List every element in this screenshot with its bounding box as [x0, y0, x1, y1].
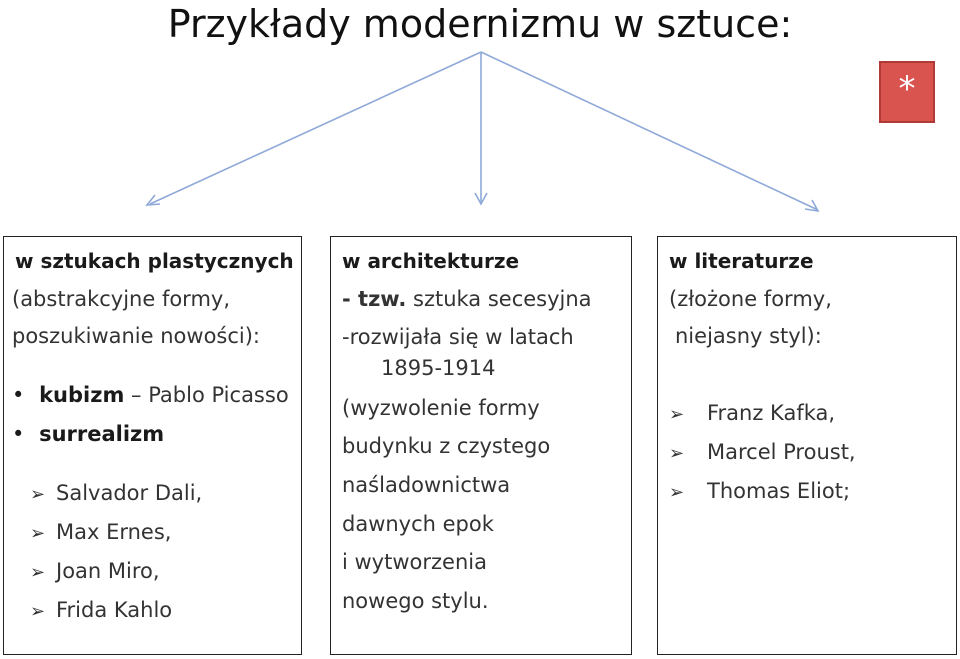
text-line: (wyzwolenie formy: [342, 396, 540, 420]
chevron-right-icon: ➢: [669, 404, 685, 425]
list-item: ➢ Franz Kafka,: [669, 401, 836, 425]
text-line: naśladownictwa: [342, 473, 511, 497]
list-item: ➢ Marcel Proust,: [669, 440, 856, 464]
box-visual-arts: [3, 236, 302, 655]
text-line: budynku z czystego: [342, 434, 551, 458]
box-description: niejasny styl):: [675, 324, 822, 348]
box-description: (abstrakcyjne formy,: [12, 287, 231, 311]
text-line: -rozwijała się w latach: [342, 325, 574, 349]
bullet-dash: –: [124, 383, 149, 407]
connector-arrows: [0, 0, 960, 240]
box-heading: w architekturze: [342, 249, 520, 273]
chevron-right-icon: ➢: [30, 562, 46, 583]
arrow-right: [481, 52, 818, 210]
bullet-term: surrealizm: [39, 422, 165, 446]
bullet-dot-icon: •: [12, 383, 25, 407]
box-architecture: [330, 236, 632, 655]
chevron-right-icon: ➢: [30, 484, 46, 505]
bullet-artist: Pablo Picasso: [148, 383, 289, 407]
box-literature: [657, 236, 957, 655]
bullet-term: kubizm: [39, 383, 125, 407]
box-description: poszukiwanie nowości):: [12, 324, 261, 348]
box-heading: w sztukach plastycznych: [15, 249, 294, 273]
bullet-item: [12, 424, 164, 445]
page-title: Przykłady modernizmu w sztuce:: [167, 2, 793, 46]
star-button[interactable]: *: [879, 61, 935, 123]
text-line: i wytworzenia: [342, 550, 487, 574]
chevron-right-icon: ➢: [30, 601, 46, 622]
list-item: ➢ Joan Miro,: [30, 559, 160, 583]
text-line: nowego stylu.: [342, 589, 489, 613]
chevron-right-icon: ➢: [669, 482, 685, 503]
arrow-left: [150, 52, 481, 204]
list-item: ➢ Frida Kahlo: [30, 598, 173, 622]
text-line: dawnych epok: [342, 512, 494, 536]
bullet-dot-icon: •: [12, 422, 25, 446]
text-line: - tzw. sztuka secesyjna: [342, 287, 592, 311]
text-line: 1895-1914: [381, 356, 496, 380]
chevron-right-icon: ➢: [669, 443, 685, 464]
box-description: (złożone formy,: [669, 287, 832, 311]
bullet-item: [12, 385, 289, 406]
chevron-right-icon: ➢: [30, 523, 46, 544]
list-item: ➢ Salvador Dali,: [30, 481, 203, 505]
list-item: ➢ Max Ernes,: [30, 520, 172, 544]
list-item: ➢ Thomas Eliot;: [669, 479, 851, 503]
box-heading: w literaturze: [669, 249, 814, 273]
